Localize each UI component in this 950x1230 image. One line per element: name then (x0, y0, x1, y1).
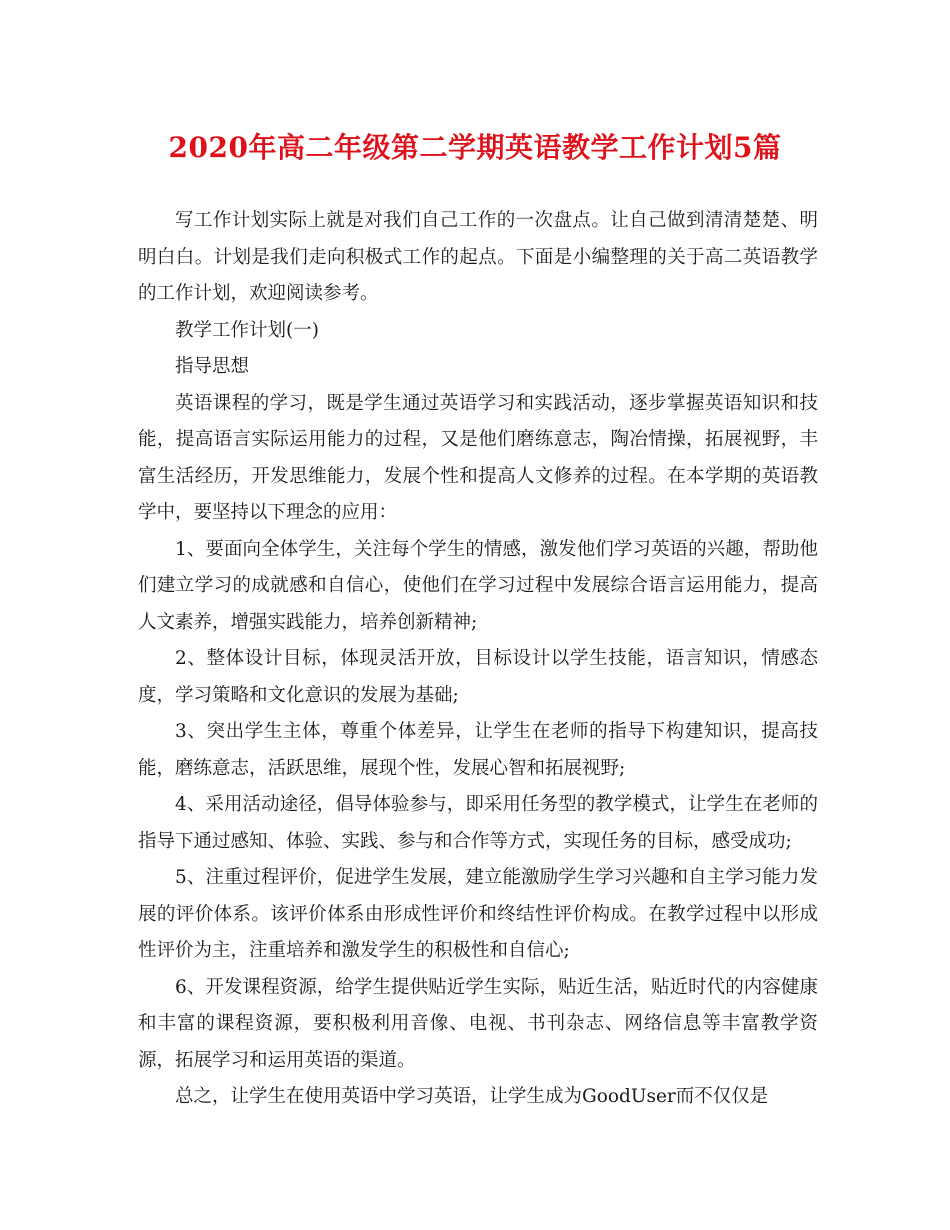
subheading-guiding-thought: 指导思想 (175, 356, 250, 377)
document-title: 2020年高二年级第二学期英语教学工作计划5篇 (168, 131, 782, 164)
document-body (138, 203, 818, 1116)
principle-item-4: 4、采用活动途径，倡导体验参与，即采用任务型的教学模式，让学生在老师的指导下通过感知、体验、实践、参与和合作等方式，实现任务的目标，感受成功; (138, 794, 818, 852)
principle-item-2: 2、整体设计目标，体现灵活开放，目标设计以学生技能，语言知识，情感态度，学习策略和文化意识的发展为基础; (138, 648, 818, 706)
principle-item-1: 1、要面向全体学生，关注每个学生的情感，激发他们学习英语的兴趣，帮助他们建立学习的成就感和自信心，使他们在学习过程中发展综合语言运用能力，提高人文素养，增强实践能力，培养创新精神; (138, 538, 818, 633)
summary-paragraph: 总之，让学生在使用英语中学习英语，让学生成为GoodUser而不仅仅是 (175, 1086, 769, 1107)
principle-item-5: 5、注重过程评价，促进学生发展，建立能激励学生学习兴趣和自主学习能力发展的评价体系。该评价体系由形成性评价和终结性评价构成。在教学过程中以形成性评价为主，注重培养和激发学生的积极性和自信心; (138, 867, 818, 961)
guiding-thought-paragraph: 英语课程的学习，既是学生通过英语学习和实践活动，逐步掌握英语知识和技能，提高语言实际运用能力的过程，又是他们磨练意志，陶冶情操，拓展视野，丰富生活经历，开发思维能力，发展个性和提高人文修养的过程。在本学期的英语教学中，要坚持以下理念的应用： (138, 392, 818, 523)
section-heading-plan-one: 教学工作计划(一) (175, 319, 319, 341)
principle-item-3: 3、突出学生主体，尊重个体差异，让学生在老师的指导下构建知识，提高技能，磨练意志，活跃思维，展现个性，发展心智和拓展视野; (138, 721, 818, 779)
intro-paragraph: 写工作计划实际上就是对我们自己工作的一次盘点。让自己做到清清楚楚、明明白白。计划是我们走向积极式工作的起点。下面是小编整理的关于高二英语教学的工作计划，欢迎阅读参考。 (138, 210, 818, 304)
principle-item-6: 6、开发课程资源，给学生提供贴近学生实际，贴近生活，贴近时代的内容健康和丰富的课程资源，要积极利用音像、电视、书刊杂志、网络信息等丰富教学资源，拓展学习和运用英语的渠道。 (138, 976, 818, 1071)
